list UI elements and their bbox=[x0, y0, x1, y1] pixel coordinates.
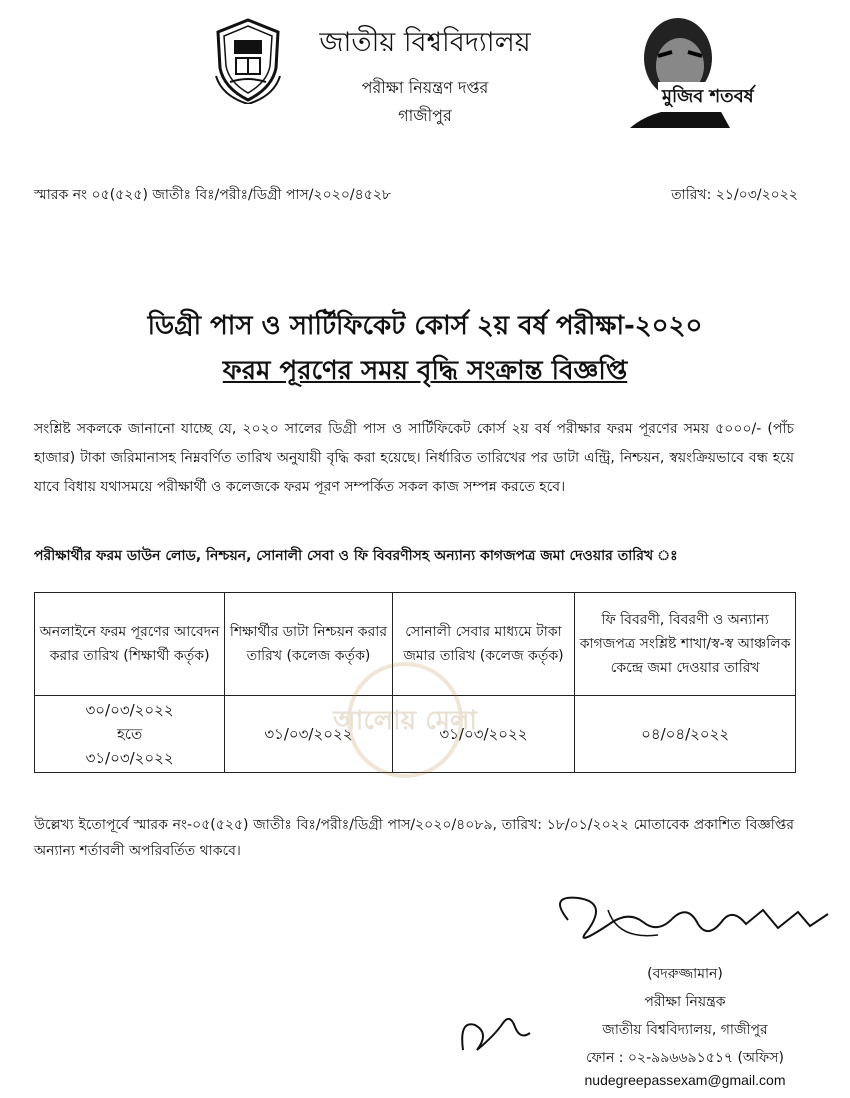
date-range-word: হতে bbox=[117, 725, 143, 743]
university-name: জাতীয় বিশ্ববিদ্যালয় bbox=[319, 27, 531, 58]
schedule-heading: পরীক্ষার্থীর ফরম ডাউন লোড, নিশ্চয়ন, সোনালী সেবা ও ফি বিবরণীসহ অন্যান্য কাগজপত্র জমা দেওয়ার তারিখ ঃ bbox=[34, 548, 678, 564]
watermark bbox=[300, 660, 510, 780]
watermark-text: আলোয় মেলা bbox=[333, 706, 477, 736]
document-submission-date: ০৪/০৪/২০২২ bbox=[575, 696, 796, 773]
sonali-payment-date: ৩১/০৩/২০২২ bbox=[392, 696, 575, 773]
notice-subtitle: ফরম পূরণের সময় বৃদ্ধি সংক্রান্ত বিজ্ঞপ্তি bbox=[222, 356, 628, 386]
signatory-organization: জাতীয় বিশ্ববিদ্যালয়, গাজীপুর bbox=[602, 1022, 768, 1038]
date-from: ৩০/০৩/২০২২ bbox=[85, 701, 174, 719]
data-confirmation-date: ৩১/০৩/২০২২ bbox=[225, 696, 392, 773]
header-data-confirmation: শিক্ষার্থীর ডাটা নিশ্চয়ন করার তারিখ (কলেজ কর্তৃক) bbox=[225, 593, 392, 696]
signature bbox=[548, 890, 848, 950]
signatory-phone: ফোন : ০২-৯৯৬৬৯১৫১৭ (অফিস) bbox=[585, 1050, 784, 1066]
mujib-logo-text: মুজিব শতবর্ষ bbox=[662, 86, 754, 107]
office-name: পরীক্ষা নিয়ন্ত্রণ দপ্তর bbox=[361, 78, 489, 97]
signatory-name: (বদরুজ্জামান) bbox=[647, 966, 723, 982]
signatory-email: nudegreepassexam@gmail.com bbox=[584, 1072, 786, 1088]
note-paragraph: উল্লেখ্য ইতোপূর্বে স্মারক নং-০৫(৫২৫) জাতীঃ বিঃ/পরীঃ/ডিগ্রী পাস/২০২০/৪০৮৯, তারিখ: ১৮/০১/২০২২ মোতাবেক প্রকাশিত বিজ্ঞপ্তির অন্যান্য শর্তাবলী অপরিবর্তিত থাকবে। bbox=[34, 817, 794, 859]
online-application-dates bbox=[35, 696, 225, 773]
signatory-designation: পরীক্ষা নিয়ন্ত্রক bbox=[644, 994, 726, 1010]
memo-number: স্মারক নং ০৫(৫২৫) জাতীঃ বিঃ/পরীঃ/ডিগ্রী পাস/২০২০/৪৫২৮ bbox=[34, 187, 392, 203]
header-sonali-payment: সোনালী সেবার মাধ্যমে টাকা জমার তারিখ (কলেজ কর্তৃক) bbox=[392, 593, 575, 696]
header-online-application: অনলাইনে ফরম পূরণের আবেদন করার তারিখ (শিক্ষার্থী কর্তৃক) bbox=[35, 593, 225, 696]
office-city: গাজীপুর bbox=[398, 106, 452, 125]
notice-paragraph: সংশ্লিষ্ট সকলকে জানানো যাচ্ছে যে, ২০২০ সালের ডিগ্রী পাস ও সার্টিফিকেট কোর্স ২য় বর্ষ পরীক্ষার ফরম পূরণের সময় ৫০০০/- (পাঁচ হাজার) টাকা জরিমানাসহ নিম্নবর্ণিত তারিখ অনুযায়ী বৃদ্ধি করা হয়েছে। নির্ধারিত তারিখের পর ডাটা এন্ট্রি, নিশ্চয়ন, স্বয়ংক্রিয়ভাবে বন্ধ হয়ে যাবে বিধায় যথাসময়ে পরীক্ষার্থী ও কলেজকে ফরম পূরণ সম্পর্কিত সকল কাজ সম্পন্ন করতে হবে। bbox=[34, 421, 794, 495]
notice-date: তারিখ: ২১/০৩/২০২২ bbox=[671, 187, 798, 203]
header-document-submission: ফি বিবরণী, বিবরণী ও অন্যান্য কাগজপত্র সংশ্লিষ্ট শাখা/স্ব-স্ব আঞ্চলিক কেন্দ্রে জমা দেওয়ার তারিখ bbox=[575, 593, 796, 696]
date-to: ৩১/০৩/২০২২ bbox=[85, 749, 174, 767]
notice-title: ডিগ্রী পাস ও সার্টিফিকেট কোর্স ২য় বর্ষ পরীক্ষা-২০২০ bbox=[147, 311, 703, 341]
